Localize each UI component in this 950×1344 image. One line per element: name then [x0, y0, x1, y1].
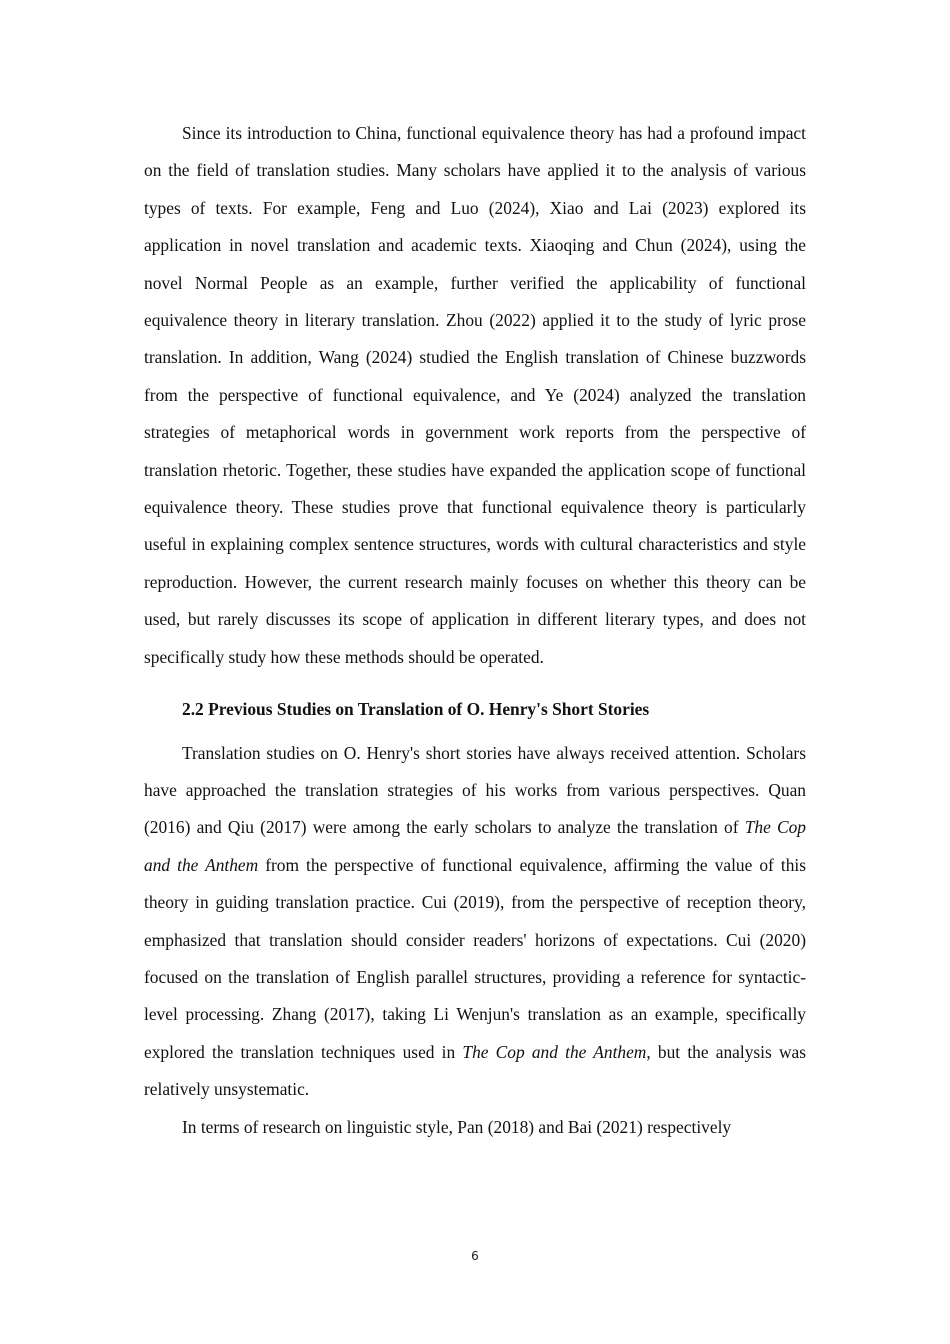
work-title: The Cop and the Anthem	[144, 817, 806, 875]
paragraph-functional-equivalence: Since its introduction to China, functional equivalence theory has had a profound impact on the field of translation studies. Many scholars have applied it to the analysis of various types of texts. For example, Feng and Luo (2024), Xiao and Lai (2023) explored its application in novel translation and academic texts. Xiaoqing and Chun (2024), using the novel Normal People as an example, further verified the applicability of functional equivalence theory in literary translation. Zhou (2022) applied it to the study of lyric prose translation. In addition, Wang (2024) studied the English translation of Chinese buzzwords from the perspective of functional equivalence, and Ye (2024) analyzed the translation strategies of metaphorical words in government work reports from the perspective of translation rhetoric. Together, these studies have expanded the application scope of functional equivalence theory. These studies prove that functional equivalence theory is particularly useful in explaining complex sentence structures, words with cultural characteristics and style reproduction. However, the current research mainly focuses on whether this theory can be used, but rarely discusses its scope of application in different literary types, and does not specifically study how these methods should be operated.	[144, 123, 806, 667]
section-heading: 2.2 Previous Studies on Translation of O. Henry's Short Stories	[182, 699, 650, 720]
paragraph-linguistic-style: In terms of research on linguistic style, Pan (2018) and Bai (2021) respectively	[182, 1116, 732, 1137]
paragraph-text: Translation studies on O. Henry's short stories have always received attention. Scholars have approached the translation strategies of his works from various perspectives. Quan (2016) and Qiu (2017) were among the early scholars to analyze the translation of	[144, 742, 806, 838]
paragraph-text: , but the analysis was relatively unsystematic.	[144, 1041, 807, 1100]
page-body	[144, 115, 806, 1146]
paragraph-previous-studies	[144, 735, 806, 1109]
page-number: 6	[471, 1249, 479, 1263]
work-title: The Cop and the Anthem	[462, 1041, 647, 1062]
paragraph-text: from the perspective of functional equivalence, affirming the value of this theory in guiding translation practice. Cui (2019), from the perspective of reception theory, emphasized that translation should consider readers' horizons of expectations. Cui (2020) focused on the translation of English parallel structures, providing a reference for syntactic-level processing. Zhang (2017), taking Li Wenjun's translation as an example, specifically explored the translation techniques used in	[144, 854, 806, 1062]
